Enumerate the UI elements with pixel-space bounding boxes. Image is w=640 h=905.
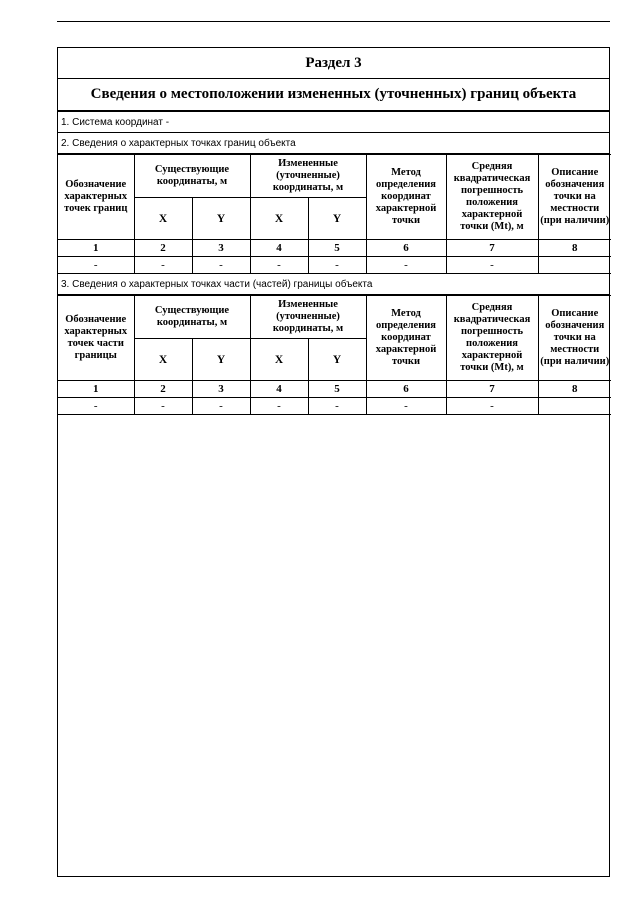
table2-caption: 3. Сведения о характерных точках части (частей) границы объекта <box>58 274 609 295</box>
page-title: Сведения о местоположении измененных (уточненных) границ объекта <box>58 79 609 111</box>
col-header-x: X <box>250 198 308 240</box>
col-header-x: X <box>134 198 192 240</box>
col-header-description: Описание обозначения точки на местности (при наличии) <box>538 155 611 240</box>
col-header-y: Y <box>308 198 366 240</box>
table-cell: - <box>192 257 250 274</box>
table-cell: - <box>366 398 446 415</box>
col-header-point: Обозначение характерных точек части границы <box>58 296 134 381</box>
column-number: 5 <box>308 381 366 398</box>
table-cell: - <box>58 257 134 274</box>
column-number: 6 <box>366 240 446 257</box>
column-number: 6 <box>366 381 446 398</box>
col-header-y: Y <box>192 339 250 381</box>
col-header-x: X <box>134 339 192 381</box>
table-row <box>58 398 611 415</box>
column-number: 8 <box>538 240 611 257</box>
coordinate-system-line: 1. Система координат - <box>58 112 609 133</box>
boundary-points-table <box>58 154 611 274</box>
table-cell <box>538 257 611 274</box>
table-cell: - <box>134 257 192 274</box>
column-number-row <box>58 240 611 257</box>
col-header-point: Обозначение характерных точек границ <box>58 155 134 240</box>
line-coordinate-system <box>58 111 609 154</box>
table-cell: - <box>446 257 538 274</box>
column-number: 4 <box>250 240 308 257</box>
col-header-changed: Измененные (уточненные) координаты, м <box>250 296 366 339</box>
line-part-caption <box>58 274 609 295</box>
table-cell: - <box>250 398 308 415</box>
col-header-method: Метод определения координат характерной точки <box>366 155 446 240</box>
col-header-error: Средняя квадратическая погрешность положения характерной точки (Mt), м <box>446 296 538 381</box>
part-boundary-points-table <box>58 295 611 415</box>
table-cell: - <box>250 257 308 274</box>
column-number: 1 <box>58 240 134 257</box>
column-number-row <box>58 381 611 398</box>
table-cell <box>538 398 611 415</box>
section-title: Раздел 3 <box>58 48 609 79</box>
heading-table <box>58 48 609 111</box>
table-cell: - <box>308 398 366 415</box>
column-number: 7 <box>446 240 538 257</box>
col-header-y: Y <box>192 198 250 240</box>
table-cell: - <box>308 257 366 274</box>
top-rule <box>57 21 610 22</box>
col-header-error: Средняя квадратическая погрешность положения характерной точки (Mt), м <box>446 155 538 240</box>
column-number: 5 <box>308 240 366 257</box>
column-number: 3 <box>192 240 250 257</box>
col-header-method: Метод определения координат характерной точки <box>366 296 446 381</box>
col-header-changed: Измененные (уточненные) координаты, м <box>250 155 366 198</box>
column-number: 3 <box>192 381 250 398</box>
col-header-description: Описание обозначения точки на местности (при наличии) <box>538 296 611 381</box>
table1-caption: 2. Сведения о характерных точках границ объекта <box>58 133 609 154</box>
table-cell: - <box>192 398 250 415</box>
col-header-existing: Существующие координаты, м <box>134 155 250 198</box>
table-row <box>58 257 611 274</box>
column-number: 2 <box>134 240 192 257</box>
table-cell: - <box>134 398 192 415</box>
column-number: 1 <box>58 381 134 398</box>
form-frame <box>57 47 610 877</box>
column-number: 7 <box>446 381 538 398</box>
column-number: 4 <box>250 381 308 398</box>
col-header-y: Y <box>308 339 366 381</box>
col-header-x: X <box>250 339 308 381</box>
column-number: 2 <box>134 381 192 398</box>
table-cell: - <box>58 398 134 415</box>
table-cell: - <box>446 398 538 415</box>
col-header-existing: Существующие координаты, м <box>134 296 250 339</box>
column-number: 8 <box>538 381 611 398</box>
table-cell: - <box>366 257 446 274</box>
